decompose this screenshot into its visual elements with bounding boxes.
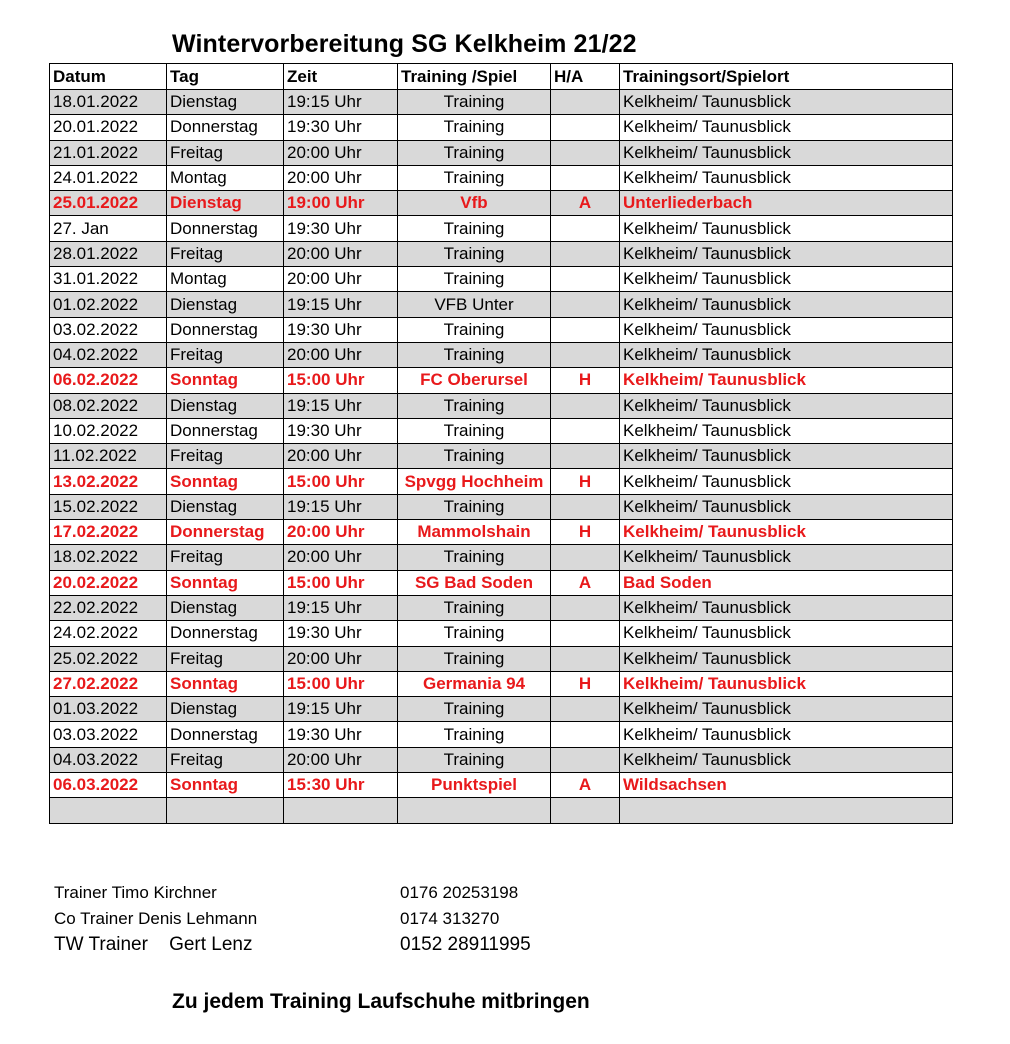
cell-training-spiel: Training (398, 140, 551, 165)
cell-training-spiel: Germania 94 (398, 671, 551, 696)
cell-training-spiel: Punktspiel (398, 773, 551, 798)
cell-datum (50, 798, 167, 823)
cell-datum: 17.02.2022 (50, 520, 167, 545)
cell-datum: 28.01.2022 (50, 241, 167, 266)
cell-training-spiel: Training (398, 267, 551, 292)
header-training-spiel: Training /Spiel (398, 64, 551, 90)
cell-zeit: 19:30 Uhr (284, 418, 398, 443)
table-row (50, 191, 953, 216)
cell-tag: Freitag (167, 545, 284, 570)
cell-datum: 20.01.2022 (50, 115, 167, 140)
cell-training-spiel: FC Oberursel (398, 368, 551, 393)
cell-datum: 27.02.2022 (50, 671, 167, 696)
cell-ort: Kelkheim/ Taunusblick (620, 165, 953, 190)
table-row (50, 494, 953, 519)
cell-tag: Sonntag (167, 773, 284, 798)
cell-tag: Dienstag (167, 90, 284, 115)
table-row (50, 798, 953, 823)
cell-datum: 25.01.2022 (50, 191, 167, 216)
cell-zeit: 20:00 Uhr (284, 444, 398, 469)
cell-training-spiel: Training (398, 241, 551, 266)
cell-datum: 22.02.2022 (50, 595, 167, 620)
cell-tag: Donnerstag (167, 520, 284, 545)
cell-zeit: 19:30 Uhr (284, 722, 398, 747)
cell-ha (551, 241, 620, 266)
cell-ha (551, 342, 620, 367)
cell-zeit: 19:15 Uhr (284, 393, 398, 418)
cell-ort: Unterliederbach (620, 191, 953, 216)
cell-ha: H (551, 469, 620, 494)
cell-ort: Kelkheim/ Taunusblick (620, 267, 953, 292)
cell-datum: 20.02.2022 (50, 570, 167, 595)
cell-ha (551, 418, 620, 443)
cell-ort: Kelkheim/ Taunusblick (620, 545, 953, 570)
cell-zeit: 19:30 Uhr (284, 216, 398, 241)
cell-datum: 11.02.2022 (50, 444, 167, 469)
cell-zeit: 20:00 Uhr (284, 342, 398, 367)
cell-ort: Kelkheim/ Taunusblick (620, 722, 953, 747)
cell-datum: 04.02.2022 (50, 342, 167, 367)
table-row (50, 444, 953, 469)
cell-ort: Kelkheim/ Taunusblick (620, 697, 953, 722)
cell-datum: 15.02.2022 (50, 494, 167, 519)
cell-ha: H (551, 368, 620, 393)
cell-tag: Dienstag (167, 697, 284, 722)
cell-ha: A (551, 191, 620, 216)
cell-tag: Montag (167, 267, 284, 292)
contact-phone: 0176 20253198 (400, 883, 519, 902)
cell-datum: 01.03.2022 (50, 697, 167, 722)
table-row (50, 671, 953, 696)
cell-tag: Dienstag (167, 191, 284, 216)
cell-tag: Freitag (167, 140, 284, 165)
header-datum: Datum (50, 64, 167, 90)
cell-tag (167, 798, 284, 823)
cell-ha (551, 494, 620, 519)
cell-datum: 13.02.2022 (50, 469, 167, 494)
cell-datum: 04.03.2022 (50, 747, 167, 772)
cell-zeit: 19:30 Uhr (284, 115, 398, 140)
cell-tag: Sonntag (167, 671, 284, 696)
cell-training-spiel: Training (398, 317, 551, 342)
table-row (50, 342, 953, 367)
cell-ha: H (551, 671, 620, 696)
table-row (50, 747, 953, 772)
cell-datum: 24.01.2022 (50, 165, 167, 190)
cell-tag: Donnerstag (167, 317, 284, 342)
cell-ort: Kelkheim/ Taunusblick (620, 115, 953, 140)
cell-ha (551, 722, 620, 747)
cell-zeit: 20:00 Uhr (284, 747, 398, 772)
cell-datum: 10.02.2022 (50, 418, 167, 443)
table-row (50, 520, 953, 545)
contact-name: Trainer Timo Kirchner (54, 883, 217, 902)
cell-ha (551, 165, 620, 190)
table-row (50, 165, 953, 190)
cell-ort: Kelkheim/ Taunusblick (620, 292, 953, 317)
cell-training-spiel: Vfb (398, 191, 551, 216)
cell-zeit: 20:00 Uhr (284, 165, 398, 190)
cell-datum: 08.02.2022 (50, 393, 167, 418)
table-row (50, 90, 953, 115)
header-ort: Trainingsort/Spielort (620, 64, 953, 90)
cell-tag: Dienstag (167, 494, 284, 519)
cell-zeit (284, 798, 398, 823)
cell-zeit: 15:00 Uhr (284, 469, 398, 494)
cell-ha (551, 444, 620, 469)
cell-ha (551, 697, 620, 722)
table-row (50, 722, 953, 747)
table-row (50, 216, 953, 241)
cell-ort: Kelkheim/ Taunusblick (620, 140, 953, 165)
table-row (50, 621, 953, 646)
cell-ha (551, 747, 620, 772)
cell-ort: Kelkheim/ Taunusblick (620, 646, 953, 671)
table-row (50, 241, 953, 266)
cell-ort: Kelkheim/ Taunusblick (620, 241, 953, 266)
cell-zeit: 20:00 Uhr (284, 646, 398, 671)
cell-tag: Freitag (167, 646, 284, 671)
cell-ha (551, 317, 620, 342)
cell-datum: 27. Jan (50, 216, 167, 241)
table-row (50, 545, 953, 570)
cell-training-spiel: Training (398, 747, 551, 772)
cell-training-spiel: Training (398, 646, 551, 671)
cell-ha (551, 90, 620, 115)
cell-zeit: 19:15 Uhr (284, 697, 398, 722)
cell-training-spiel: Training (398, 595, 551, 620)
table-row (50, 646, 953, 671)
cell-zeit: 19:15 Uhr (284, 595, 398, 620)
cell-tag: Freitag (167, 241, 284, 266)
cell-datum: 31.01.2022 (50, 267, 167, 292)
cell-ort: Kelkheim/ Taunusblick (620, 747, 953, 772)
cell-ha (551, 292, 620, 317)
cell-zeit: 15:30 Uhr (284, 773, 398, 798)
cell-zeit: 15:00 Uhr (284, 368, 398, 393)
cell-tag: Donnerstag (167, 115, 284, 140)
cell-training-spiel: Training (398, 216, 551, 241)
contact-phone: 0174 313270 (400, 909, 500, 928)
cell-ort (620, 798, 953, 823)
cell-training-spiel (398, 798, 551, 823)
cell-tag: Freitag (167, 747, 284, 772)
cell-training-spiel: Training (398, 494, 551, 519)
cell-ort: Wildsachsen (620, 773, 953, 798)
table-row (50, 773, 953, 798)
cell-ort: Kelkheim/ Taunusblick (620, 444, 953, 469)
cell-ort: Kelkheim/ Taunusblick (620, 520, 953, 545)
cell-tag: Dienstag (167, 292, 284, 317)
cell-ort: Kelkheim/ Taunusblick (620, 418, 953, 443)
cell-training-spiel: Training (398, 621, 551, 646)
cell-zeit: 20:00 Uhr (284, 545, 398, 570)
cell-ort: Kelkheim/ Taunusblick (620, 216, 953, 241)
cell-zeit: 19:30 Uhr (284, 317, 398, 342)
cell-ort: Kelkheim/ Taunusblick (620, 671, 953, 696)
cell-ha (551, 545, 620, 570)
cell-tag: Sonntag (167, 469, 284, 494)
cell-datum: 03.03.2022 (50, 722, 167, 747)
cell-ort: Kelkheim/ Taunusblick (620, 342, 953, 367)
cell-zeit: 19:30 Uhr (284, 621, 398, 646)
cell-ha (551, 267, 620, 292)
cell-zeit: 19:15 Uhr (284, 292, 398, 317)
cell-zeit: 15:00 Uhr (284, 570, 398, 595)
cell-training-spiel: Training (398, 115, 551, 140)
cell-training-spiel: Training (398, 545, 551, 570)
cell-training-spiel: Training (398, 393, 551, 418)
cell-training-spiel: Training (398, 444, 551, 469)
cell-ort: Kelkheim/ Taunusblick (620, 621, 953, 646)
header-tag: Tag (167, 64, 284, 90)
cell-zeit: 20:00 Uhr (284, 267, 398, 292)
cell-datum: 01.02.2022 (50, 292, 167, 317)
header-zeit: Zeit (284, 64, 398, 90)
cell-training-spiel: Training (398, 90, 551, 115)
cell-datum: 18.01.2022 (50, 90, 167, 115)
table-row (50, 140, 953, 165)
table-row (50, 292, 953, 317)
table-row (50, 469, 953, 494)
cell-training-spiel: SG Bad Soden (398, 570, 551, 595)
cell-tag: Dienstag (167, 595, 284, 620)
cell-ha (551, 140, 620, 165)
cell-ort: Kelkheim/ Taunusblick (620, 317, 953, 342)
cell-training-spiel: Training (398, 342, 551, 367)
contact-phone: 0152 28911995 (400, 934, 531, 955)
cell-ha (551, 798, 620, 823)
cell-zeit: 20:00 Uhr (284, 520, 398, 545)
cell-training-spiel: Mammolshain (398, 520, 551, 545)
table-row (50, 267, 953, 292)
cell-tag: Sonntag (167, 368, 284, 393)
cell-tag: Donnerstag (167, 216, 284, 241)
schedule-table (49, 63, 953, 824)
cell-datum: 21.01.2022 (50, 140, 167, 165)
cell-ha (551, 621, 620, 646)
cell-tag: Freitag (167, 342, 284, 367)
table-row (50, 115, 953, 140)
cell-ort: Kelkheim/ Taunusblick (620, 469, 953, 494)
cell-training-spiel: Training (398, 722, 551, 747)
cell-datum: 24.02.2022 (50, 621, 167, 646)
cell-ha (551, 393, 620, 418)
cell-ort: Kelkheim/ Taunusblick (620, 595, 953, 620)
cell-training-spiel: Training (398, 697, 551, 722)
cell-ort: Kelkheim/ Taunusblick (620, 368, 953, 393)
table-row (50, 595, 953, 620)
table-row (50, 368, 953, 393)
cell-datum: 06.02.2022 (50, 368, 167, 393)
cell-zeit: 20:00 Uhr (284, 241, 398, 266)
cell-training-spiel: VFB Unter (398, 292, 551, 317)
cell-datum: 25.02.2022 (50, 646, 167, 671)
cell-tag: Donnerstag (167, 418, 284, 443)
cell-training-spiel: Training (398, 418, 551, 443)
cell-ha (551, 216, 620, 241)
cell-training-spiel: Training (398, 165, 551, 190)
table-row (50, 570, 953, 595)
cell-ort: Kelkheim/ Taunusblick (620, 90, 953, 115)
cell-ha: A (551, 773, 620, 798)
cell-zeit: 20:00 Uhr (284, 140, 398, 165)
cell-ort: Bad Soden (620, 570, 953, 595)
table-row (50, 317, 953, 342)
table-row (50, 697, 953, 722)
cell-tag: Dienstag (167, 393, 284, 418)
cell-datum: 18.02.2022 (50, 545, 167, 570)
cell-training-spiel: Spvgg Hochheim (398, 469, 551, 494)
footer-note: Zu jedem Training Laufschuhe mitbringen (172, 990, 590, 1013)
table-row (50, 393, 953, 418)
cell-tag: Freitag (167, 444, 284, 469)
cell-tag: Montag (167, 165, 284, 190)
header-ha: H/A (551, 64, 620, 90)
cell-datum: 03.02.2022 (50, 317, 167, 342)
contact-name: Co Trainer Denis Lehmann (54, 909, 258, 928)
page-title: Wintervorbereitung SG Kelkheim 21/22 (172, 30, 637, 58)
table-header-row (50, 64, 953, 90)
cell-ha (551, 646, 620, 671)
cell-tag: Sonntag (167, 570, 284, 595)
contact-name: TW Trainer Gert Lenz (54, 934, 253, 955)
cell-ha: A (551, 570, 620, 595)
cell-ort: Kelkheim/ Taunusblick (620, 494, 953, 519)
cell-ha: H (551, 520, 620, 545)
cell-tag: Donnerstag (167, 722, 284, 747)
cell-zeit: 15:00 Uhr (284, 671, 398, 696)
cell-ort: Kelkheim/ Taunusblick (620, 393, 953, 418)
cell-datum: 06.03.2022 (50, 773, 167, 798)
cell-tag: Donnerstag (167, 621, 284, 646)
cell-ha (551, 595, 620, 620)
table-row (50, 418, 953, 443)
cell-zeit: 19:15 Uhr (284, 90, 398, 115)
cell-zeit: 19:00 Uhr (284, 191, 398, 216)
cell-zeit: 19:15 Uhr (284, 494, 398, 519)
cell-ha (551, 115, 620, 140)
